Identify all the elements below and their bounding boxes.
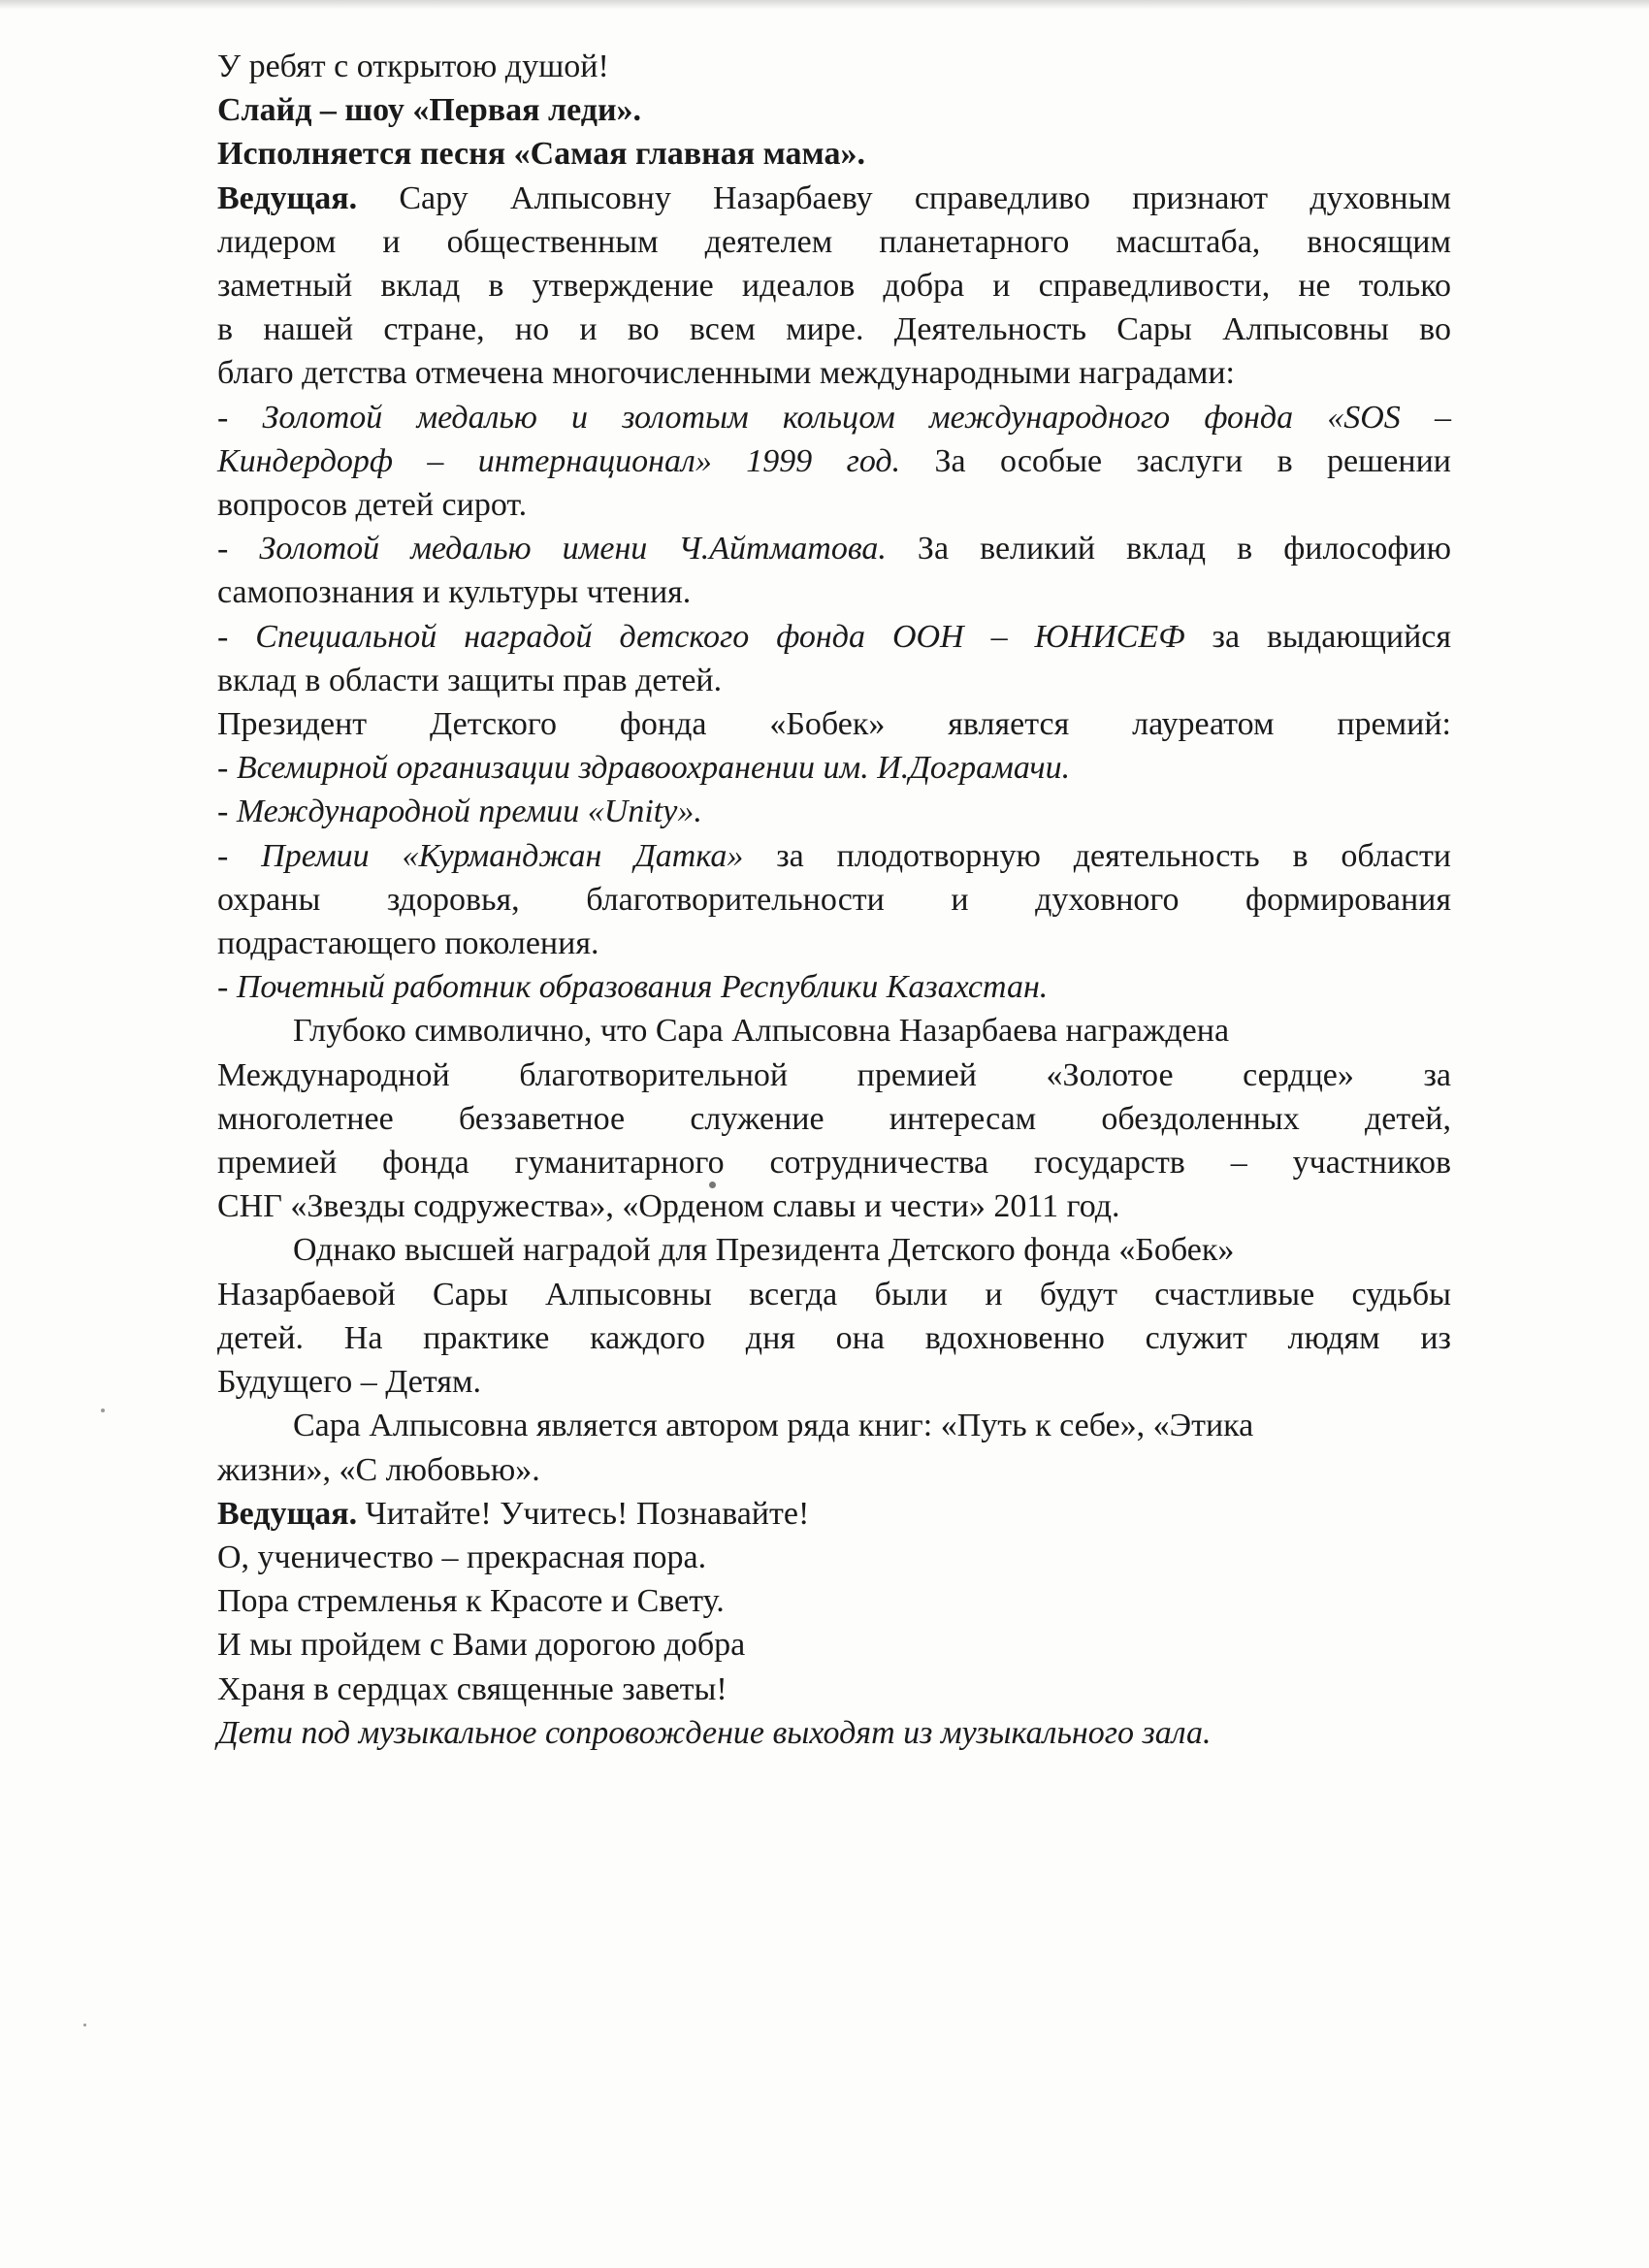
text-run: в нашей стране, но и во всем мире. Деятельность Сары Алпысовны во — [217, 311, 1451, 348]
text-run: подрастающего поколения. — [217, 925, 599, 962]
text-run: Будущего – Детям. — [217, 1364, 481, 1401]
italic-text: - Международной премии «Unity». — [217, 794, 702, 830]
text-run: Читайте! Учитесь! Познавайте! — [357, 1495, 810, 1532]
italic-text: - Премии «Курманджан Датка» — [217, 837, 744, 874]
text-run: детей. На практике каждого дня она вдохновенно служит людям из — [217, 1319, 1451, 1356]
text-run: заметный вклад в утверждение идеалов добра и справедливости, не только — [217, 268, 1451, 305]
scan-speck — [101, 1409, 105, 1412]
italic-text: - Золотой медалью и золотым кольцом международного фонда «SOS – — [217, 399, 1451, 436]
text-line — [217, 1228, 1451, 1272]
text-line — [217, 965, 1451, 1009]
text-line — [217, 1623, 1451, 1667]
text-line — [217, 396, 1451, 439]
text-line — [217, 615, 1451, 659]
text-line — [217, 1448, 1451, 1492]
text-run: О, ученичество – прекрасная пора. — [217, 1539, 707, 1575]
text-line — [217, 1273, 1451, 1316]
text-run: Глубоко символично, что Сара Алпысовна Назарбаева награждена — [293, 1013, 1230, 1050]
text-line — [217, 1536, 1451, 1579]
text-line — [217, 1579, 1451, 1623]
text-run: Однако высшей наградой для Президента Детского фонда «Бобек» — [293, 1232, 1235, 1269]
text-run: лидером и общественным деятелем планетарного масштаба, вносящим — [217, 223, 1451, 260]
text-line — [217, 922, 1451, 965]
text-run: жизни», «С любовью». — [217, 1451, 540, 1488]
text-line — [217, 1360, 1451, 1404]
text-line — [217, 1316, 1451, 1360]
text-line — [217, 1009, 1451, 1053]
italic-text: Дети под музыкальное сопровождение выходят из музыкального зала. — [217, 1714, 1212, 1751]
text-line — [217, 483, 1451, 527]
text-line — [217, 439, 1451, 483]
text-line — [217, 659, 1451, 702]
bold-text: Ведущая. — [217, 179, 358, 216]
text-run: Пора стремленья к Красоте и Свету. — [217, 1583, 725, 1620]
text-line — [217, 45, 1451, 88]
italic-text: - Специальной наградой детского фонда ООН – ЮНИСЕФ — [217, 618, 1185, 655]
text-line — [217, 1097, 1451, 1141]
text-line — [217, 220, 1451, 264]
document-text — [217, 45, 1451, 1755]
italic-text: - Всемирной организации здравоохранении им. И.Дограмачи. — [217, 750, 1071, 787]
text-run: охраны здоровья, благотворительности и духовного формирования — [217, 881, 1451, 918]
text-line — [217, 1711, 1451, 1755]
text-line — [217, 1141, 1451, 1184]
text-run: За особые заслуги в решении — [900, 442, 1451, 479]
text-line — [217, 1053, 1451, 1097]
text-line — [217, 88, 1451, 132]
text-run: за плодотворную деятельность в области — [743, 837, 1451, 874]
text-line — [217, 527, 1451, 570]
text-run: премией фонда гуманитарного сотрудничества государств – участников — [217, 1145, 1451, 1182]
text-run: самопознания и культуры чтения. — [217, 574, 692, 611]
text-line — [217, 746, 1451, 790]
text-run: Президент Детского фонда «Бобек» является лауреатом премий: — [217, 706, 1451, 743]
text-run: И мы пройдем с Вами дорогою добра — [217, 1627, 746, 1664]
text-line — [217, 177, 1451, 220]
bold-text: Слайд – шоу «Первая леди». — [217, 92, 642, 129]
text-line — [217, 1668, 1451, 1711]
text-run: За великий вклад в философию — [886, 531, 1451, 567]
text-run: У ребят с открытою душой! — [217, 49, 609, 84]
text-run: Международной благотворительной премией «Золотое сердце» за — [217, 1056, 1451, 1093]
text-line — [217, 878, 1451, 922]
text-run: за выдающийся — [1184, 618, 1451, 655]
text-run: многолетнее беззаветное служение интересам обездоленных детей, — [217, 1100, 1451, 1137]
italic-text: Киндердорф – интернационал» 1999 год. — [217, 442, 901, 479]
text-run: Назарбаевой Сары Алпысовны всегда были и будут счастливые судьбы — [217, 1276, 1451, 1312]
text-line — [217, 308, 1451, 351]
text-run: вклад в области защиты прав детей. — [217, 662, 723, 698]
text-line — [217, 790, 1451, 833]
scan-speck — [83, 2024, 86, 2026]
text-line — [217, 702, 1451, 746]
bold-text: Ведущая. — [217, 1495, 358, 1532]
text-line — [217, 132, 1451, 176]
text-run: вопросов детей сирот. — [217, 487, 528, 524]
text-run: Сару Алпысовну Назарбаеву справедливо признают духовным — [357, 179, 1451, 216]
text-line — [217, 834, 1451, 878]
text-run: Храня в сердцах священные заветы! — [217, 1670, 728, 1707]
text-run: благо детства отмечена многочисленными международными наградами: — [217, 355, 1236, 392]
text-line — [217, 1404, 1451, 1447]
scan-top-edge — [0, 0, 1649, 10]
text-run: СНГ «Звезды содружества», «Орденом славы и чести» 2011 год. — [217, 1188, 1120, 1225]
bold-text: Исполняется песня «Самая главная мама». — [217, 136, 865, 173]
italic-text: - Золотой медалью имени Ч.Айтматова. — [217, 531, 887, 567]
text-line — [217, 351, 1451, 395]
text-line — [217, 1184, 1451, 1228]
text-line — [217, 570, 1451, 614]
text-run: Сара Алпысовна является автором ряда книг: «Путь к себе», «Этика — [293, 1408, 1254, 1444]
text-line — [217, 264, 1451, 308]
text-line — [217, 1492, 1451, 1536]
italic-text: - Почетный работник образования Республики Казахстан. — [217, 969, 1049, 1006]
